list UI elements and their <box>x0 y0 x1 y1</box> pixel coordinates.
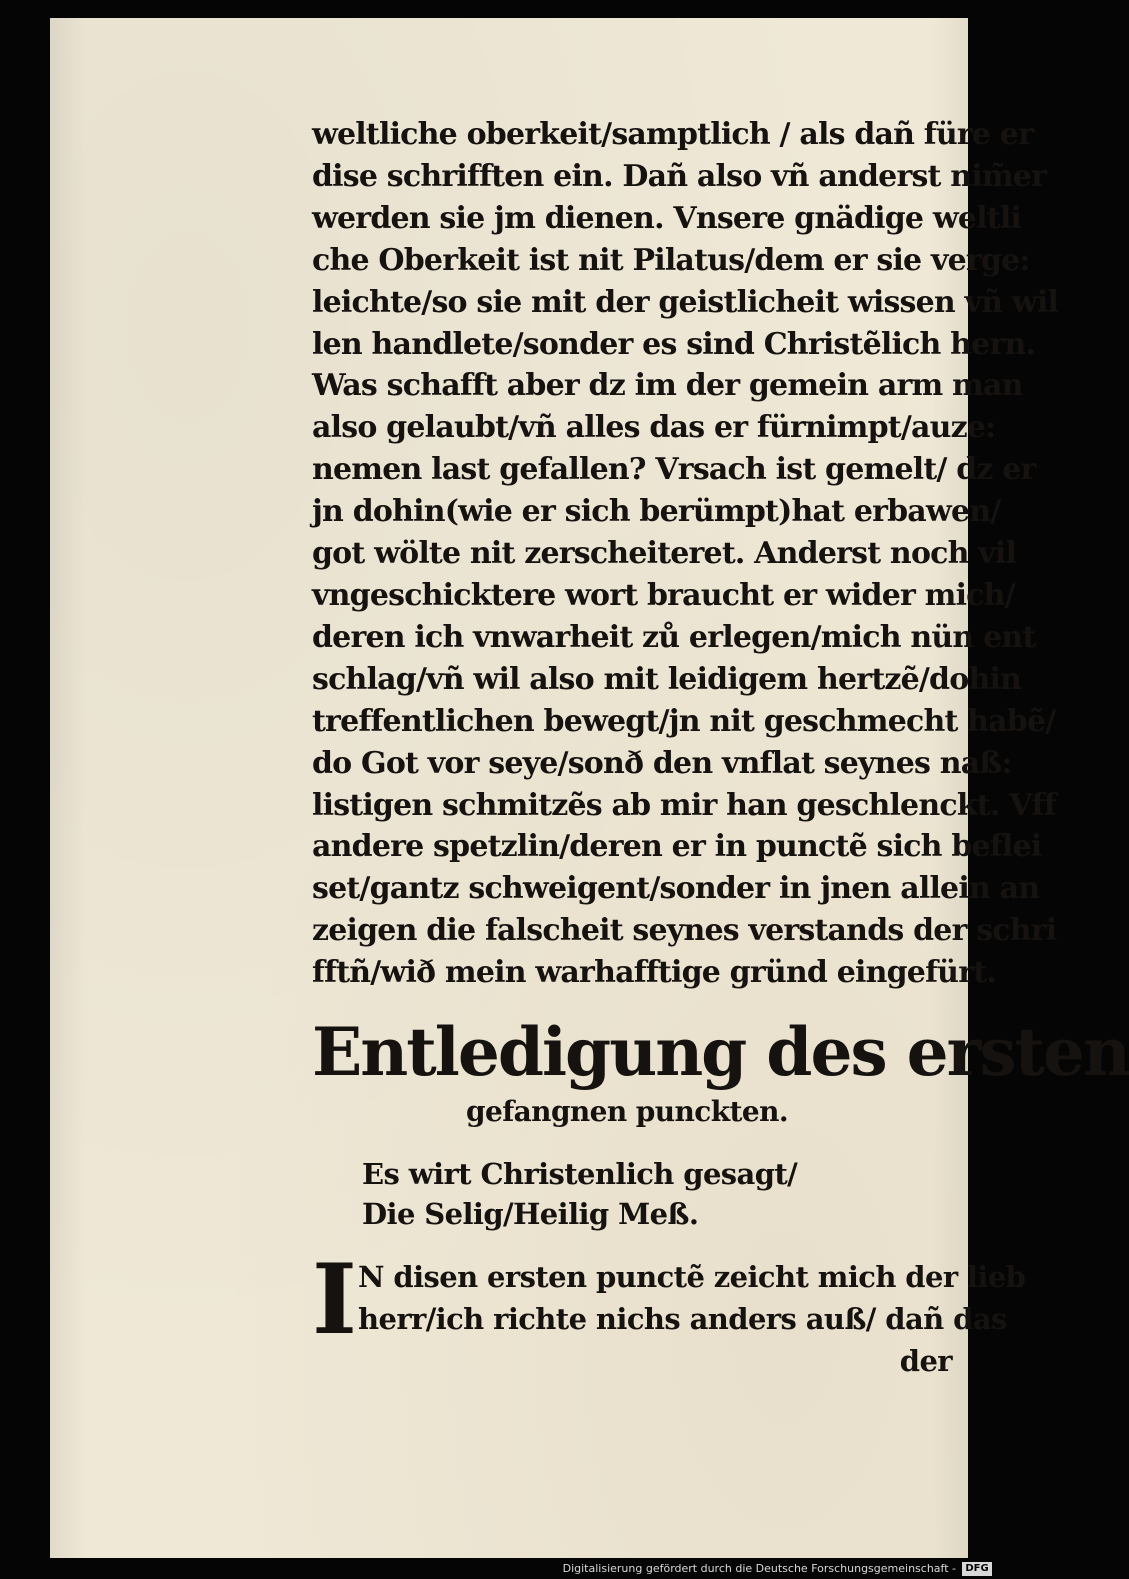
text-line: leichte/so sie mit der geistlicheit wissen vñ wil <box>312 284 1059 320</box>
paragraph <box>312 1243 1026 1382</box>
text-line: listigen schmitzẽs ab mir han geschlenckt. Vff <box>312 787 1056 823</box>
text-line: schlag/vñ wil also mit leidigem hertzẽ/dohin <box>312 661 1022 697</box>
section-subheading: gefangnen punckten. <box>466 1095 788 1129</box>
catchword: der <box>899 1344 952 1379</box>
body-text <box>312 114 1059 994</box>
text-line: vngeschicktere wort braucht er wider mich/ <box>312 577 1015 613</box>
text-block <box>312 114 1129 1382</box>
text-line: treffentlichen bewegt/jn nit geschmecht habẽ/ <box>312 703 1056 739</box>
text-line: deren ich vnwarheit zů erlegen/mich nün ent <box>312 619 1036 655</box>
drop-cap-initial: I <box>312 1243 357 1357</box>
text-line: zeigen die falscheit seynes verstands der schri <box>312 913 1057 949</box>
digitization-credit: Digitalisierung gefördert durch die Deutsche Forschungsgemeinschaft - <box>562 1562 956 1575</box>
text-line: also gelaubt/vñ alles das er fürnimpt/auze: <box>312 410 996 446</box>
text-line: werden sie jm dienen. Vnsere gnädige weltli <box>312 200 1022 236</box>
dfg-logo: DFG <box>962 1562 992 1576</box>
paragraph-line: herr/ich richte nichs anders auß/ dañ das <box>358 1302 1007 1337</box>
text-line: Was schafft aber dz im der gemein arm man <box>312 368 1023 404</box>
text-line: nemen last gefallen? Vrsach ist gemelt/ dz er <box>312 452 1036 488</box>
section-heading: Entledigung des ersten <box>312 1013 1129 1092</box>
paragraph-line: N disen ersten punctẽ zeicht mich der lieb <box>358 1260 1026 1295</box>
point-statement <box>362 1154 962 1234</box>
text-line: che Oberkeit ist nit Pilatus/dem er sie verge: <box>312 242 1030 278</box>
text-line: andere spetzlin/deren er in punctẽ sich beflei <box>312 829 1042 865</box>
text-line: weltliche oberkeit/samptlich / als dañ füre er <box>312 117 1034 152</box>
text-line: set/gantz schweigent/sonder in jnen allein an <box>312 871 1040 907</box>
text-line: len handlete/sonder es sind Christẽlich hern. <box>312 326 1036 362</box>
text-line: do Got vor seye/sonð den vnflat seynes naß: <box>312 745 1012 781</box>
book-page <box>50 18 1129 1558</box>
text-line: jn dohin(wie er sich berümpt)hat erbawen/ <box>312 494 1001 530</box>
text-line: dise schrifften ein. Dañ also vñ anderst nim̃er <box>312 158 1047 194</box>
text-line: fftñ/wið mein warhafftige gründ eingefürt. <box>312 955 996 991</box>
statement-line: Die Selig/Heilig Meß. <box>362 1197 699 1232</box>
text-line: got wölte nit zerscheiteret. Anderst noch vil <box>312 536 1017 572</box>
statement-line: Es wirt Christenlich gesagt/ <box>362 1157 798 1192</box>
